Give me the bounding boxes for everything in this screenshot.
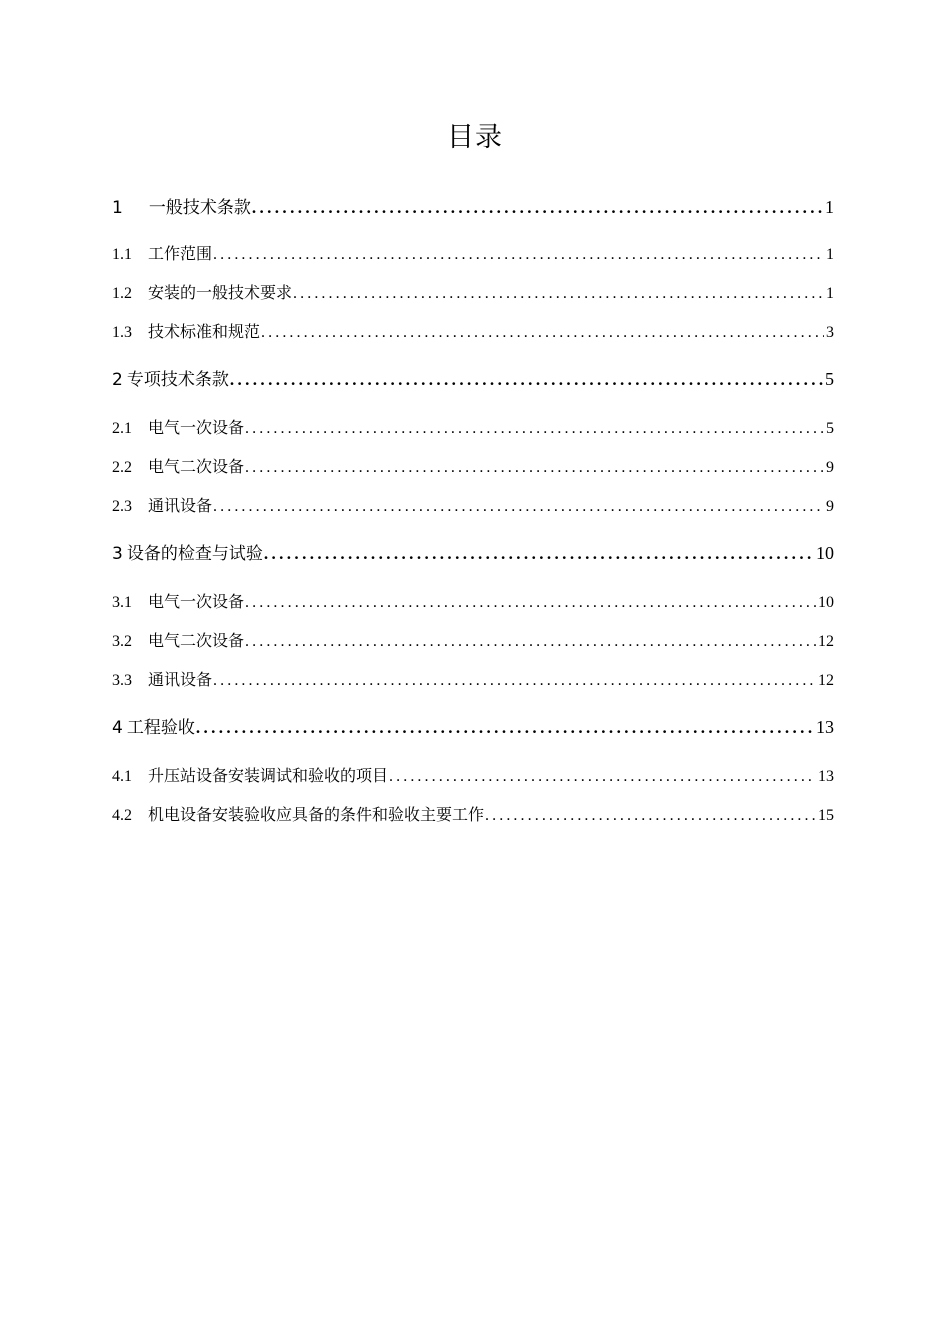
toc-dot-leader (245, 417, 824, 440)
toc-entry-title: 专项技术条款 (126, 370, 229, 390)
toc-dot-leader (213, 669, 816, 692)
toc-section-entry[interactable] (112, 629, 834, 653)
toc-page-number: 3 (826, 324, 834, 341)
toc-entry-title: 机电设备安装验收应具备的条件和验收主要工作 (148, 805, 485, 824)
toc-entry-number: 2.2 (112, 459, 132, 476)
toc-dot-leader (245, 630, 816, 653)
toc-section-entry[interactable] (112, 455, 834, 479)
toc-page-number: 1 (826, 246, 834, 263)
toc-chapter-entry[interactable] (112, 366, 834, 392)
toc-entry-title: 设备的检查与试验 (126, 544, 263, 564)
toc-entry-title: 升压站设备安装调试和验收的项目 (148, 766, 389, 785)
toc-entry-title: 工作范围 (148, 244, 213, 263)
toc-page-number: 13 (818, 768, 834, 785)
toc-entry-title: 技术标准和规范 (148, 322, 261, 341)
toc-entry-number: 1 (112, 198, 123, 218)
toc-entry-title: 通讯设备 (148, 670, 213, 689)
toc-dot-leader (389, 765, 816, 788)
toc-dot-leader (213, 243, 824, 266)
toc-chapter-entry[interactable] (112, 540, 834, 566)
toc-dot-leader (230, 367, 823, 392)
toc-entry-number: 2.3 (112, 498, 132, 515)
toc-entry-number: 4 (112, 718, 123, 738)
toc-page-number: 13 (816, 717, 834, 737)
toc-entry-title: 一般技术条款 (148, 198, 251, 218)
toc-entry-number: 2 (112, 370, 123, 390)
toc-dot-leader (252, 195, 823, 220)
toc-entry-number: 4.1 (112, 768, 132, 785)
toc-dot-leader (264, 541, 814, 566)
toc-page-number: 5 (826, 420, 834, 437)
page-title: 目录 (447, 122, 503, 153)
toc-entry-title: 通讯设备 (148, 496, 213, 515)
toc-section-entry[interactable] (112, 281, 834, 305)
toc-page-number: 5 (825, 369, 834, 389)
toc-page-number: 9 (826, 459, 834, 476)
toc-page-number: 12 (818, 633, 834, 650)
toc-dot-leader (196, 715, 814, 740)
toc-dot-leader (245, 591, 816, 614)
toc-entry-number: 4.2 (112, 807, 132, 824)
toc-dot-leader (213, 495, 824, 518)
toc-entry-number: 3.2 (112, 633, 132, 650)
toc-entry-number: 1.2 (112, 285, 132, 302)
toc-entry-title: 安装的一般技术要求 (148, 283, 293, 302)
toc-page-number: 1 (825, 197, 834, 217)
toc-section-entry[interactable] (112, 320, 834, 344)
toc-chapter-entry[interactable] (112, 194, 834, 220)
toc-page-number: 10 (818, 594, 834, 611)
toc-entry-number: 1.3 (112, 324, 132, 341)
toc-dot-leader (293, 282, 824, 305)
toc-chapter-entry[interactable] (112, 714, 834, 740)
toc-entry-number: 3 (112, 544, 123, 564)
toc-entry-title: 工程验收 (126, 718, 195, 738)
toc-entry-number: 3.1 (112, 594, 132, 611)
toc-entry-number: 3.3 (112, 672, 132, 689)
toc-dot-leader (245, 456, 824, 479)
toc-entry-number: 1.1 (112, 246, 132, 263)
toc-entry-title: 电气二次设备 (148, 631, 245, 650)
toc-section-entry[interactable] (112, 590, 834, 614)
toc-entry-title: 电气二次设备 (148, 457, 245, 476)
toc-page-number: 9 (826, 498, 834, 515)
toc-entry-number: 2.1 (112, 420, 132, 437)
toc-section-entry[interactable] (112, 668, 834, 692)
toc-section-entry[interactable] (112, 803, 834, 827)
toc-entry-title: 电气一次设备 (148, 418, 245, 437)
toc-dot-leader (485, 804, 816, 827)
toc-page-number: 15 (818, 807, 834, 824)
toc-section-entry[interactable] (112, 494, 834, 518)
toc-entry-title: 电气一次设备 (148, 592, 245, 611)
toc-page-number: 1 (826, 285, 834, 302)
toc-section-entry[interactable] (112, 764, 834, 788)
toc-page-number: 10 (816, 543, 834, 563)
toc-page-number: 12 (818, 672, 834, 689)
toc-section-entry[interactable] (112, 416, 834, 440)
toc-dot-leader (261, 321, 824, 344)
toc-section-entry[interactable] (112, 242, 834, 266)
